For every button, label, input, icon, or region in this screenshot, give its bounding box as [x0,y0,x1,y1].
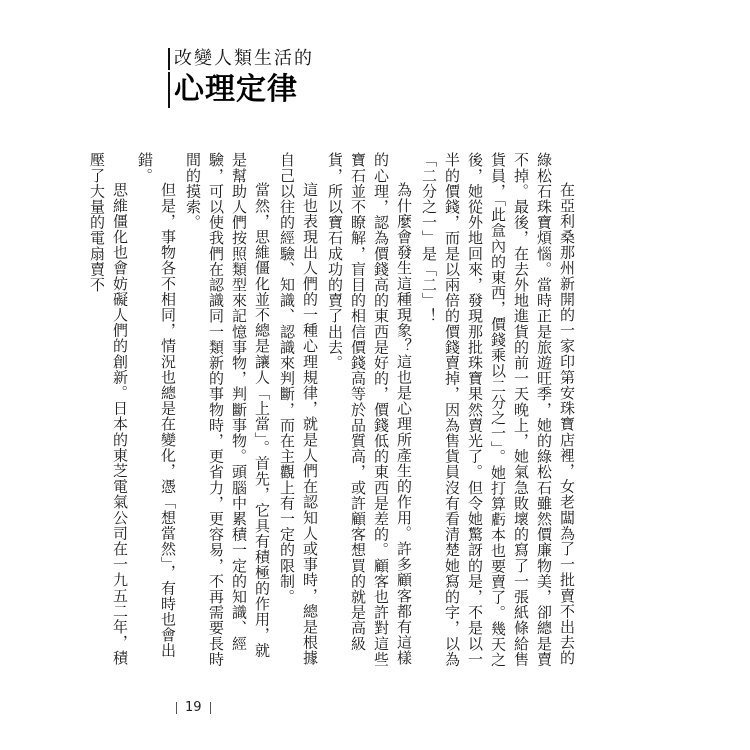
page-footer [168,700,219,715]
paragraph-6: 思維僵化也會妨礙人們的創新。日本的東芝電氣公司在一九五二年，積壓了大量的電扇賣不 [88,152,129,666]
chapter-header [168,48,314,108]
footer-divider-left [176,702,177,714]
chapter-subtitle: 改變人類生活的 [168,48,314,70]
page-number: 19 [185,700,202,715]
chapter-title: 心理定律 [168,72,314,108]
vertical-body-text [88,152,578,672]
paragraph-2: 為什麼會發生這種現象？這也是心理所產生的作用。許多顧客都有這樣的心理，認為價錢高的東西是好的，價錢低的東西是差的。顧客也許對這些寶石並不瞭解，盲目的相信價錢高等於品質高，或許顧客想買的就是高級貨，所以寶石成功的賣了出去。 [326,152,413,667]
paragraph-3: 這也表現出人們的一種心理規律，就是人們在認知人或事時，總是根據自己以往的經驗、知識、認識來判斷，而在主觀上有一定的限制。 [278,152,319,666]
paragraph-1: 在亞利桑那州新開的一家印第安珠寶店裡，女老闆為了一批賣不出去的綠松石珠寶煩惱。當時正是旅遊旺季，她的綠松石雖然價廉物美，卻總是賣不掉。最後，在去外地進貨的前一天晚上，她氣急敗壞的寫了一張紙條給售貨員，「此盒內的東西，價錢乘以二分之一」。她打算虧本也要賣了。幾天之後，她從外地回來，發現那批珠寶果然賣光了。但令她驚訝的是，不是以一半的價錢，而是以兩倍的價錢賣掉，因為售貨員沒有看清楚她寫的字，以為「二分之一」是「二」！ [420,152,576,668]
footer-divider-right [210,702,211,714]
paragraph-5: 但是，事物各不相同，情況也總是在變化，憑「想當然」，有時也會出錯。 [136,152,177,659]
paragraph-4: 當然，思維僵化並不總是讓人「上當」。首先，它具有積極的作用，就是幫助人們按照類型來記憶事物，判斷事物。頭腦中累積一定的知識、經驗，可以使我們在認識同一類新的事物時，更省力，更容易，不再需要長時間的摸索。 [184,152,271,667]
